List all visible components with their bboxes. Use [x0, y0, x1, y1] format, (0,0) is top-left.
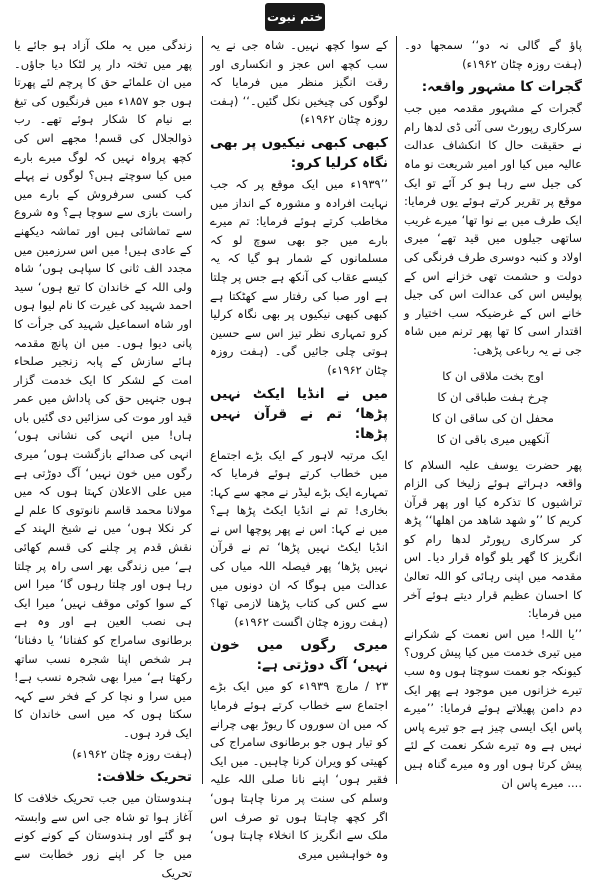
paragraph: ’’۱۹۳۹ء میں ایک موقع پر کہ جب نہایت افرادہ و مشورہ کے انداز میں مخاطب کرتے ہوئے فرمایا: تم میرے بارے میں جو بھی سوچ لو کہ مسلمانوں کے شمار ہو گیا کہ یہ کیسے عقاب کی آنکھ ہے جس پر چلتا ہے اور صبا کی رفتار سے کھٹکتا ہے کبھی کبھی نیکیوں پر بھی نگاہ کرلیا کرو تمہاری نظر تیز اس سے حسین ہوتی چلی جائیں گی۔ (ہفت روزہ چٹان ۱۹۶۲ء) — [210, 176, 388, 377]
poem-line: محفل ان کی ساقی ان کا — [432, 410, 554, 425]
paragraph: کے سوا کچھ نہیں۔ شاہ جی نے یہ سب کچھ اس عجز و انکساری اور رقت انگیز منظر میں فرمایا کہ لوگوں کی چیخیں نکل گئیں۔‘‘ (ہفت روزہ چٹان ۱۹۶۲ء) — [210, 38, 388, 127]
paragraph: ایک مرتبہ لاہور کے ایک بڑے اجتماع میں خطاب کرتے ہوئے فرمایا کہ تمہارے ایک بڑے لیڈر نے مجھ سے کہا: بخاری! تم نے انڈیا ایکٹ پڑھا ہے؟ میں نے کہا: اس نے پھر پوچھا اس نے انڈیا ایکٹ نہیں پڑھا‘ تم نے قرآن نہیں پڑھا‘ پھر فیصلہ اللہ میاں کی عدالت میں ہوگا کہ ان دونوں میں سے کس کی کتاب پڑھنا لازمی تھا؟ (ہفت روزہ چٹان اگست ۱۹۶۲ء) — [210, 447, 388, 629]
paragraph: ۲۳ / مارچ ۱۹۳۹ء کو میں ایک بڑے اجتماع سے خطاب کرتے ہوئے فرمایا کہ میں ان سوروں کا ریوڑ بھی چرانے کو تیار ہوں جو برطانوی سامراج کی کھیتی کو ویران کرنا چاہیں۔ میں ایک فقیر ہوں‘ اپنے نانا صلی اللہ علیہ وسلم کی سنت پر مرنا چاہتا ہوں‘ اگر کچھ چاہتا ہوں تو صرف اس ملک سے انگریز کا انخلاء چاہتا ہوں‘ وہ خواہشیں میری — [210, 679, 388, 861]
column-left — [14, 36, 192, 880]
source-reference: (ہفت روزہ چٹان ۱۹۶۲ء) — [72, 746, 192, 761]
section-heading: تحریک خلافت: — [96, 769, 192, 786]
column-middle — [210, 36, 388, 861]
paragraph: ہندوستان میں جب تحریک خلافت کا آغاز ہوا تو شاہ جی اس سے وابستہ ہو گئے اور ہندوستان کے کونے کونے میں جا کر اپنے زور خطابت سے تحریک — [14, 791, 192, 880]
poem-line: آنکھیں میری باقی ان کا — [436, 431, 550, 446]
section-heading: کبھی کبھی نیکیوں پر بھی نگاہ کرلیا کرو: — [210, 134, 388, 171]
paragraph: گجرات کے مشہور مقدمہ میں جب سرکاری رپورٹ سی آئی ڈی لدھا رام نے حقیقت حال کا انکشاف عدالت عالیہ میں کیا اور امیر شریعت نو ماہ کی جیل سے رہا ہو کر آئے تو ایک موقع پر تقریر کرتے ہوئے یوں فرمایا: ایک طرف میں بے نوا تھا‘ میرے غریب ساتھی جیلوں میں قید تھے‘ میری اولاد و کنبہ دوسری طرف فرنگی کی دولت و حشمت تھی خزانے اس کے پولیس اس کی عدالت اس کی جیل خانے اس کے غرضیکہ سب اختیار و اقتدار اسی کا تھا پھر ترنم میں شاہ جی نے یہ رباعی پڑھی: — [404, 101, 582, 357]
poem — [404, 366, 582, 450]
paragraph: پاؤ گے گالی نہ دو‘‘ سمجھا دو۔ (ہفت روزہ چٹان ۱۹۶۲ء) — [404, 38, 582, 71]
column-divider — [202, 36, 203, 784]
paragraph: زندگی میں یہ ملک آزاد ہو جائے یا پھر میں تختہ دار پر لٹکا دیا جاؤں۔ میں ان علمائے حق کا پرچم لئے پھرتا ہوں جو ۱۸۵۷ء میں فرنگیوں کی تیغ بے نیام کا شکار ہوئے تھے۔ رب ذوالجلال کی قسم! مجھے اس کی کچھ پرواہ نہیں کہ لوگ میرے بارے میں کیا سوچتے ہیں؟ لوگوں نے پہلے کب کسی سرفروش کے بارے میں راست بازی سے سوچا ہے؟ وہ شروع سے تماشائی ہیں اور تماشہ دیکھنے کے عادی ہیں! میں اس سرزمین میں مجدد الف ثانی کا سپاہی ہوں‘ شاہ ولی اللہ کے خاندان کا تبع ہوں‘ سید احمد شہید کی غیرت کا نام لیوا ہوں اور شاہ اسماعیل شہید کی جرأت کا پانی دیوا ہوں۔ میں ان پانچ مقدمہ ہائے سازش کے پابہ زنجیر صلحاء امت کے لشکر کا ایک خدمت گزار ہوں جنہیں حق کی پاداش میں عمر قید اور موت کی سزائیں دی گئیں باں ہاں! میں انہی کی نشانی ہوں‘ انہی کی صدائے بازگشت ہوں‘ میری رگوں میں خون نہیں‘ آگ دوڑتی ہے میں علی الاعلان کہتا ہوں کہ میں مولانا محمد قاسم نانوتوی کا علم لے کر نکلا ہوں‘ میں نے شیخ الہند کے نقش قدم پر چلنے کی قسم کھائی ہے‘ میں زندگی بھر اسی راہ پر چلتا رہا ہوں اور چلتا رہوں گا‘ میرا اس کے سوا کوئی موقف نہیں‘ میرا ایک ہی نصب العین ہے اور وہ ہے برطانوی سامراج کو کفنانا‘ یا دفنانا‘ ہر شخص اپنا شجرہ نسب ساتھ رکھتا ہے‘ میرا بھی شجرہ نسب ہے! میں سرا و نچا کر کے فخر سے کہہ سکتا ہوں کہ میں اسی خاندان کا ایک فرد ہوں۔ — [14, 38, 192, 740]
column-right — [404, 36, 582, 790]
paragraph: ’’یا اللہ! میں اس نعمت کے شکرانے میں تیری خدمت میں کیا پیش کروں؟ کیونکہ جو نعمت سوچتا ہوں وہ سب تیرے خزانوں میں موجود ہے پھر ایک دم دامن پھیلاتے ہوئے فرمایا: ’’میرے پاس ایک ایسی چیز ہے جو تیرے پاس نہیں ہے وہ تیرے شکر نعمت کے لئے پیش کرتا ہوں اور وہ میرے گناہ ہیں .... میرے پاس ان — [404, 626, 582, 790]
poem-line: چرخ ہفت طباقی ان کا — [437, 389, 549, 404]
masthead-logo: ختم نبوت — [265, 3, 325, 31]
column-divider — [396, 36, 397, 784]
section-heading: گجرات کا مشہور واقعہ: — [421, 79, 582, 96]
paragraph: پھر حضرت یوسف علیہ السلام کا واقعہ دہراتے ہوئے زلیخا کی الزام تراشیوں کا تذکرہ کیا اور پھر قرآن کریم کا ’’و شھد شاھد من اھلھا‘‘ پڑھ کر سرکاری رپورٹر لدھا رام کو انگریز کا گھر یلو گواہ قرار دیا۔ اس مقدمہ میں اپنی رہائی کو اللہ تعالیٰ کا احسان عظیم قرار دیتے ہوئے آخر میں فرمایا: — [404, 457, 582, 621]
poem-line: اوج بخت ملاقی ان کا — [442, 368, 544, 383]
section-heading: میری رگوں میں خون نہیں‘ آگ دوڑتی ہے: — [210, 637, 388, 674]
section-heading: میں نے انڈیا ایکٹ نہیں پڑھا‘ تم نے قرآن نہیں پڑھا: — [210, 385, 388, 442]
